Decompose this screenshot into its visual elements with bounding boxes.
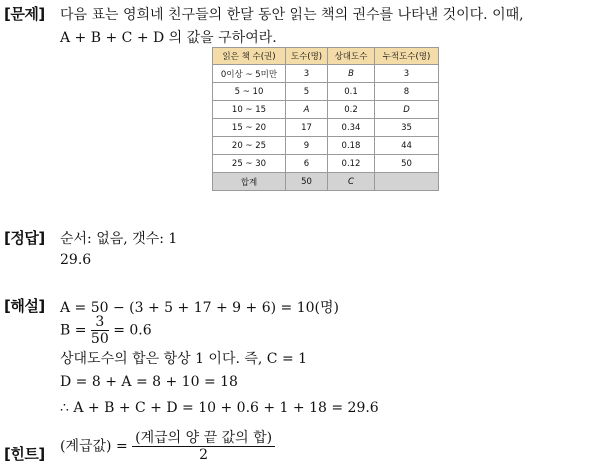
answer-text-line1: 순서: 없음, 갯수: 1 bbox=[60, 231, 178, 247]
solution-line5: ∴ A + B + C + D = 10 + 0.6 + 1 + 18 = 29.6 bbox=[60, 400, 379, 416]
hint-numerator: (계급의 양 끝 값의 합) bbox=[132, 430, 275, 447]
table-cell: 17 bbox=[286, 119, 328, 137]
table-cell: 0이상 ~ 5미만 bbox=[213, 65, 286, 83]
table-cell: 20 ~ 25 bbox=[213, 137, 286, 155]
table-cell: 0.2 bbox=[328, 101, 375, 119]
solution-line1: A = 50 − (3 + 5 + 17 + 9 + 6) = 10(명) bbox=[60, 300, 339, 316]
hint-lhs: (계급값) = bbox=[60, 438, 128, 455]
table-row bbox=[213, 155, 439, 173]
hint-formula bbox=[60, 430, 275, 463]
header-relative-frequency: 상대도수 bbox=[328, 48, 375, 65]
header-frequency: 도수(명) bbox=[286, 48, 328, 65]
table-row bbox=[213, 83, 439, 101]
table-cell: 5 bbox=[286, 83, 328, 101]
table-cell: 6 bbox=[286, 155, 328, 173]
table-cell: 15 ~ 20 bbox=[213, 119, 286, 137]
header-cumulative-frequency: 누적도수(명) bbox=[375, 48, 439, 65]
solution-line2-rhs: = 0.6 bbox=[113, 322, 152, 339]
table-cell: 25 ~ 30 bbox=[213, 155, 286, 173]
solution-line2 bbox=[60, 314, 152, 347]
answer-tag: [정답] bbox=[4, 229, 45, 247]
table-cell: 0.12 bbox=[328, 155, 375, 173]
table-cell: 0.34 bbox=[328, 119, 375, 137]
fraction bbox=[91, 314, 109, 347]
table-cell: 35 bbox=[375, 119, 439, 137]
table-cell: 5 ~ 10 bbox=[213, 83, 286, 101]
solution-line4: D = 8 + A = 8 + 10 = 18 bbox=[60, 374, 238, 390]
header-books-read: 읽은 책 수(권) bbox=[213, 48, 286, 65]
solution-tag: [해설] bbox=[4, 297, 45, 315]
fraction-denominator: 50 bbox=[90, 331, 109, 347]
problem-tag: [문제] bbox=[4, 5, 45, 23]
table-cell bbox=[375, 173, 439, 191]
table-cell: A bbox=[286, 101, 328, 119]
hint-denominator: 2 bbox=[199, 447, 209, 463]
table-cell: 합계 bbox=[213, 173, 286, 191]
table-cell: 8 bbox=[375, 83, 439, 101]
table-cell: 44 bbox=[375, 137, 439, 155]
table-cell: D bbox=[375, 101, 439, 119]
hint-fraction bbox=[132, 430, 275, 463]
table-row bbox=[213, 137, 439, 155]
table-row bbox=[213, 65, 439, 83]
table-cell: 9 bbox=[286, 137, 328, 155]
problem-text-line2: A + B + C + D 의 값을 구하여라. bbox=[60, 30, 277, 46]
table-cell: 0.1 bbox=[328, 83, 375, 101]
table-row bbox=[213, 101, 439, 119]
table-cell: 0.18 bbox=[328, 137, 375, 155]
table-cell: 10 ~ 15 bbox=[213, 101, 286, 119]
fraction-numerator: 3 bbox=[91, 314, 109, 331]
table-total-row bbox=[213, 173, 439, 191]
table-cell: 3 bbox=[375, 65, 439, 83]
solution-line3: 상대도수의 합은 항상 1 이다. 즉, C = 1 bbox=[60, 351, 308, 367]
hint-tag: [힌트] bbox=[4, 445, 45, 463]
table-cell: C bbox=[328, 173, 375, 191]
table-row bbox=[213, 119, 439, 137]
problem-text-line1: 다음 표는 영희네 친구들의 한달 동안 읽는 책의 권수를 나타낸 것이다. 이때, bbox=[60, 7, 524, 23]
table-cell: 50 bbox=[286, 173, 328, 191]
frequency-table bbox=[212, 47, 439, 191]
solution-line2-lhs: B = bbox=[60, 322, 87, 339]
table-cell: 3 bbox=[286, 65, 328, 83]
table-cell: 50 bbox=[375, 155, 439, 173]
answer-value: 29.6 bbox=[60, 252, 92, 268]
table-cell: B bbox=[328, 65, 375, 83]
table-header-row bbox=[213, 48, 439, 65]
